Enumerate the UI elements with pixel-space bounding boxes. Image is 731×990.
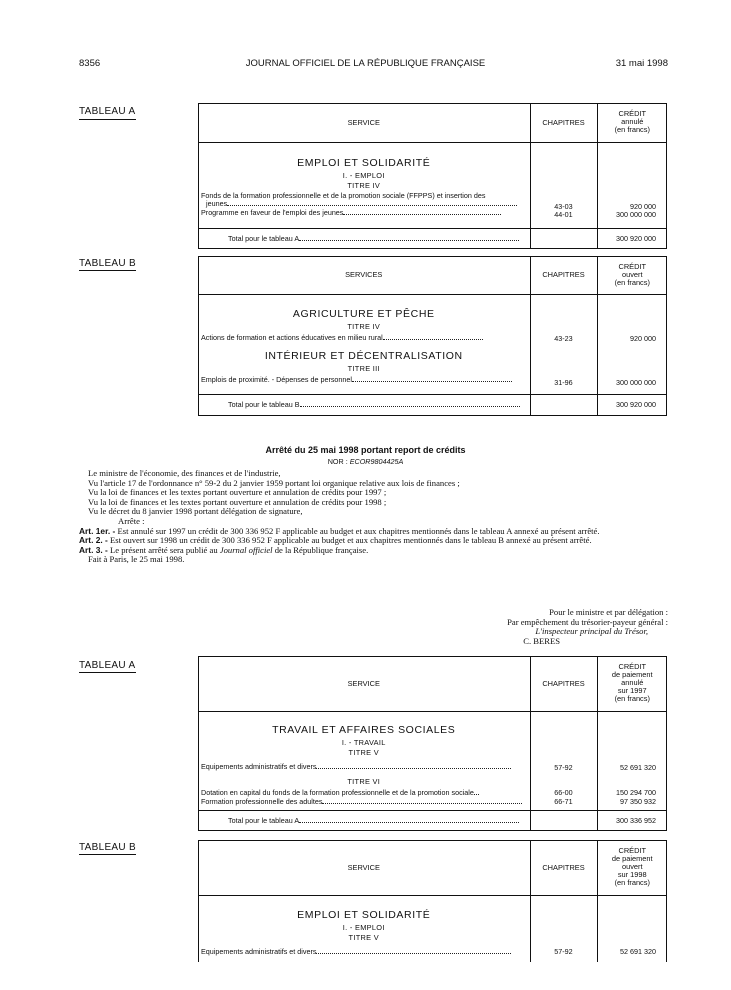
section-title: INTÉRIEUR ET DÉCENTRALISATION — [264, 350, 463, 363]
chapter-number: 66-71 — [554, 796, 573, 806]
preamble-line: Le ministre de l'économie, des finances et de l'industrie, — [88, 468, 281, 478]
table-row: Equipements administratifs et divers — [198, 763, 530, 772]
total-label: Total pour le tableau A — [228, 815, 300, 825]
credit-value: 52 691 320 — [620, 946, 656, 956]
section-title: TRAVAIL ET AFFAIRES SOCIALES — [272, 723, 456, 736]
table-row: Emplois de proximité. - Dépenses de personnel — [198, 376, 530, 385]
section-title: EMPLOI ET SOLIDARITÉ — [297, 908, 431, 921]
fait-a-paris: Fait à Paris, le 25 mai 1998. — [88, 554, 185, 565]
credit-value: 300 000 000 — [616, 378, 656, 388]
chapter-number: 57-92 — [554, 946, 573, 956]
col-chapitres-header: CHAPITRES — [530, 840, 597, 895]
titre-label: TITRE V — [348, 747, 379, 757]
titre-label: TITRE IV — [347, 321, 381, 331]
table-b2 — [198, 840, 667, 962]
col-service-header: SERVICES — [198, 256, 530, 294]
article-2: Art. 2. - Est ouvert sur 1998 un crédit de 300 336 952 F applicable au budget et aux chapitres mentionnés dans le tableau B annexé au présent arrêté. — [79, 535, 592, 546]
table-row: Formation professionnelle des adultes — [198, 798, 530, 807]
col-credit-header: CRÉDIT de paiement ouvert sur 1998 (en francs) — [597, 840, 667, 895]
label-rule — [79, 270, 136, 271]
section-title: AGRICULTURE ET PÊCHE — [292, 307, 435, 320]
col-credit-header: CRÉDIT annulé (en francs) — [597, 103, 667, 142]
col-service-header: SERVICE — [198, 656, 530, 711]
label-rule — [79, 854, 136, 855]
credit-value: 52 691 320 — [620, 762, 656, 772]
section-title: EMPLOI ET SOLIDARITÉ — [297, 156, 431, 169]
subsection-title: I. - EMPLOI — [342, 922, 385, 932]
label-rule — [79, 119, 136, 120]
titre-label: TITRE IV — [347, 180, 381, 190]
credit-value: 920 000 — [630, 201, 656, 211]
col-chapitres-header: CHAPITRES — [530, 103, 597, 142]
col-service-header: SERVICE — [198, 103, 530, 142]
label-rule — [79, 672, 136, 673]
chapter-number: 31-96 — [554, 378, 573, 388]
arrete-word: Arrête : — [118, 515, 145, 526]
chapter-number: 44-01 — [554, 210, 573, 220]
table-b1 — [198, 256, 667, 416]
chapter-number: 43-23 — [554, 333, 573, 343]
col-chapitres-header: CHAPITRES — [530, 656, 597, 711]
article-1: Art. 1er. - Est annulé sur 1997 un crédit de 300 336 952 F applicable au budget et aux chapitres mentionnés dans le tableau A annexé au présent arrêté. — [79, 525, 600, 536]
credit-value: 97 350 932 — [620, 796, 656, 806]
preamble-line: Vu la loi de finances et les textes portant ouverture et annulation de crédits pour 1997 ; — [88, 487, 387, 498]
table-row: Dotation en capital du fonds de la formation professionnelle et de la promotion sociale — [198, 789, 530, 798]
col-chapitres-header: CHAPITRES — [530, 256, 597, 294]
total-label: Total pour le tableau B — [228, 400, 300, 410]
arrete-body — [79, 468, 668, 565]
arrete-title: Arrêté du 25 mai 1998 portant report de crédits — [265, 445, 466, 455]
table-a1 — [198, 103, 667, 249]
titre-label: TITRE VI — [347, 777, 381, 787]
chapter-number: 43-03 — [554, 201, 573, 211]
chapter-number: 57-92 — [554, 762, 573, 772]
preamble-line: Vu le décret du 8 janvier 1998 portant délégation de signature, — [88, 506, 303, 517]
total-label: Total pour le tableau A — [228, 233, 300, 243]
preamble-line: Vu la loi de finances et les textes portant ouverture et annulation de crédits pour 1998 ; — [88, 496, 387, 507]
col-service-header: SERVICE — [198, 840, 530, 895]
signature-block: Pour le ministre et par délégation : Par empêchement du trésorier-payeur général : L'inspecteur principal du Trésor, C. BERES — [507, 607, 668, 646]
col-credit-header: CRÉDIT de paiement annulé sur 1997 (en francs) — [597, 656, 667, 711]
subsection-title: I. - TRAVAIL — [341, 737, 386, 747]
subsection-title: I. - EMPLOI — [342, 170, 385, 180]
issue-date: 31 mai 1998 — [615, 58, 668, 69]
credit-value: 150 294 700 — [616, 788, 656, 798]
nor-reference: NOR : ECOR9804425A — [327, 457, 404, 466]
chapter-number: 66-00 — [554, 788, 573, 798]
table-row: Actions de formation et actions éducatives en milieu rural — [198, 334, 530, 343]
table-row: Fonds de la formation professionnelle et de la promotion sociale (FFPPS) et insertion des jeunes Programme en faveur de l'emploi des jeunes — [198, 192, 530, 218]
preamble-line: Vu l'article 17 de l'ordonnance n° 59-2 du 2 janvier 1959 portant loi organique relative aux lois de finances ; — [88, 477, 460, 488]
total-value: 300 920 000 — [616, 233, 656, 243]
table-a2 — [198, 656, 667, 831]
credit-value: 300 000 000 — [616, 210, 656, 220]
total-value: 300 336 952 — [616, 815, 656, 825]
table-b2-label: TABLEAU B — [79, 842, 136, 853]
table-a2-label: TABLEAU A — [79, 660, 136, 671]
table-a1-label: TABLEAU A — [79, 106, 136, 117]
article-3: Art. 3. - Le présent arrêté sera publié au Journal officiel de la République française. — [79, 544, 369, 555]
journal-title: JOURNAL OFFICIEL DE LA RÉPUBLIQUE FRANÇAISE — [245, 58, 486, 69]
titre-label: TITRE III — [347, 364, 380, 374]
credit-value: 920 000 — [630, 333, 656, 343]
table-b1-label: TABLEAU B — [79, 258, 136, 269]
page-number: 8356 — [79, 58, 101, 69]
col-credit-header: CRÉDIT ouvert (en francs) — [597, 256, 667, 294]
total-value: 300 920 000 — [616, 400, 656, 410]
table-row: Equipements administratifs et divers — [198, 948, 530, 957]
titre-label: TITRE V — [348, 932, 379, 942]
